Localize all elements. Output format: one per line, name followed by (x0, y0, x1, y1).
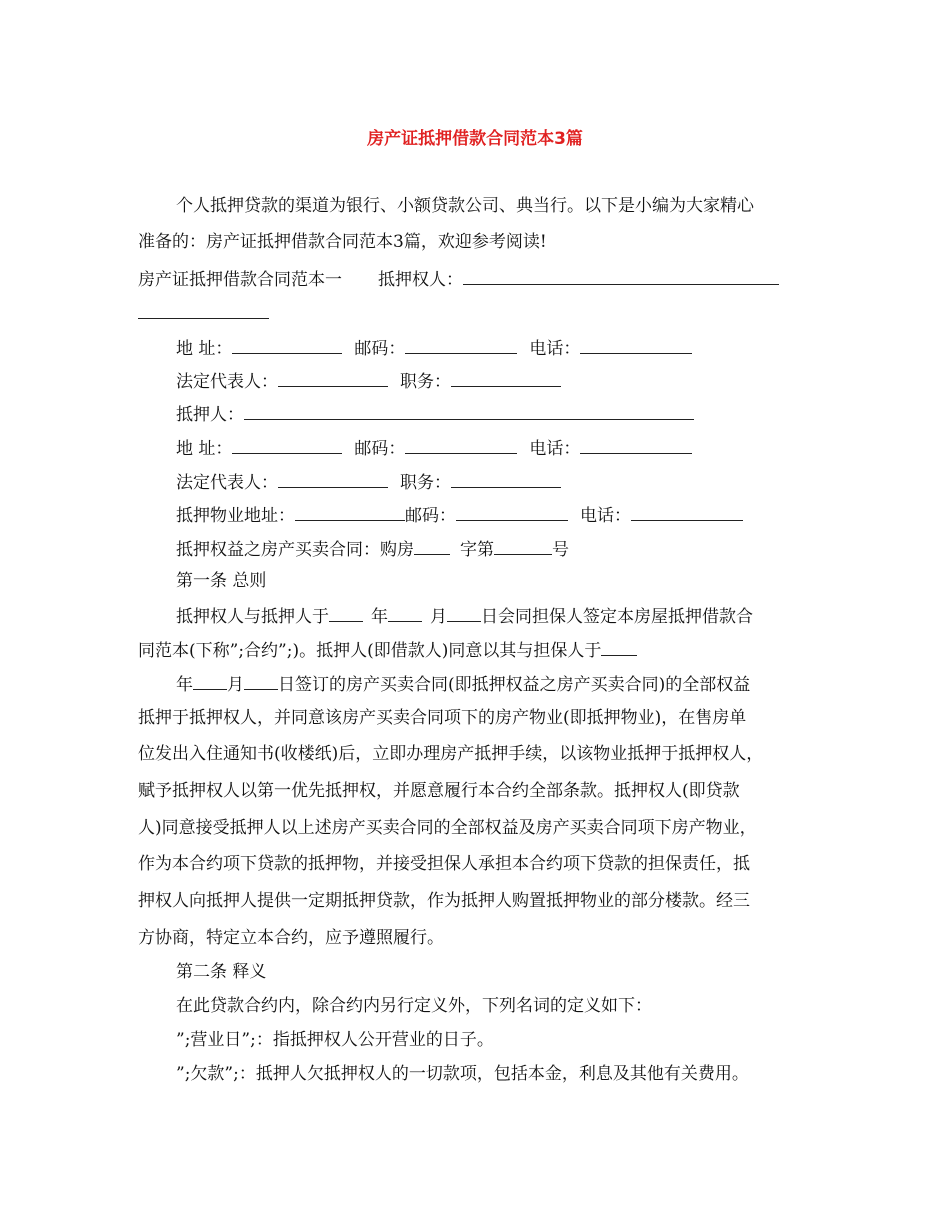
purchase-hao: 号 (552, 540, 569, 560)
mortgagor-label: 抵押人： (176, 405, 244, 425)
blank-day-1 (447, 605, 481, 622)
contract-heading: 房产证抵押借款合同范本一 (138, 270, 342, 290)
property-postcode-label: 邮码： (405, 506, 456, 526)
mortgagee-rep-row (176, 370, 561, 392)
position-blank-2 (451, 471, 561, 488)
mortgagee-label: 抵押权人： (378, 270, 463, 290)
mortgagee-blank-2 (138, 302, 269, 319)
article1-p2-year: 年 (176, 675, 193, 695)
address-label: 地 址： (176, 339, 233, 359)
purchase-blank-1 (414, 538, 450, 555)
article1-line-8: 作为本合约项下贷款的抵押物，并接受担保人承担本合约项下贷款的担保责任，抵 (138, 854, 750, 874)
position-label: 职务： (400, 372, 451, 392)
postcode-label: 邮码： (354, 339, 406, 359)
legal-rep-label: 法定代表人： (176, 372, 278, 392)
article1-line-2 (138, 639, 637, 661)
article1-p1-line2: 同范本(下称”;合约”;)。抵押人(即借款人)同意以其与担保人于 (138, 641, 602, 661)
blank-date-2 (601, 639, 637, 656)
position-blank (451, 370, 561, 387)
phone-label: 电话： (529, 339, 581, 359)
article1-line-1 (176, 605, 753, 627)
postcode-blank-2 (405, 437, 517, 454)
article1-line-6: 赋予抵押权人以第一优先抵押权，并愿意履行本合约全部条款。抵押权人(即贷款 (138, 781, 740, 801)
mortgagor-address-row (176, 437, 692, 459)
article1-line-9: 押权人向抵押人提供一定期抵押贷款，作为抵押人购置抵押物业的部分楼款。经三 (138, 891, 750, 911)
mortgagee-blank-cont (138, 302, 269, 324)
article2-heading: 第二条 释义 (176, 962, 267, 982)
phone-label-2: 电话： (529, 439, 581, 459)
phone-blank-2 (580, 437, 692, 454)
legal-rep-label-2: 法定代表人： (176, 473, 278, 493)
document-title: 房产证抵押借款合同范本3篇 (367, 129, 583, 149)
article1-line-5: 位发出入住通知书(收楼纸)后，立即办理房产抵押手续，以该物业抵押于抵押权人， (138, 744, 764, 764)
mortgagor-blank (244, 403, 694, 420)
address-blank-2 (232, 437, 342, 454)
article1-p1a: 抵押权人与抵押人于 (176, 607, 329, 627)
blank-month-1 (388, 605, 422, 622)
article1-month: 月 (430, 607, 447, 627)
article1-p2-rest: 日签订的房产买卖合同(即抵押权益之房产买卖合同)的全部权益 (278, 675, 751, 695)
article1-p2-month: 月 (227, 675, 244, 695)
blank-day-2 (244, 673, 278, 690)
postcode-label-2: 邮码： (354, 439, 406, 459)
property-address-label: 抵押物业地址： (176, 506, 295, 526)
article1-heading: 第一条 总则 (176, 571, 267, 591)
property-address-blank (295, 504, 405, 521)
mortgagee-blank (463, 268, 779, 285)
property-address-row (176, 504, 743, 526)
property-postcode-blank (456, 504, 568, 521)
article2-def-2: ”;欠款”;：抵押人欠抵押权人的一切款项，包括本金，利息及其他有关费用。 (176, 1064, 749, 1084)
blank-year-1 (329, 605, 363, 622)
article1-line-7: 人)同意接受抵押人以上述房产买卖合同的全部权益及房产买卖合同项下房产物业， (138, 818, 757, 838)
property-phone-label: 电话： (580, 506, 631, 526)
legal-rep-blank (278, 370, 388, 387)
address-label-2: 地 址： (176, 439, 233, 459)
purchase-zi: 字第 (460, 540, 494, 560)
article1-year: 年 (371, 607, 388, 627)
phone-blank (580, 337, 692, 354)
purchase-contract-row (176, 538, 569, 560)
article2-intro: 在此贷款合约内，除合约内另行定义外，下列名词的定义如下： (176, 996, 652, 1016)
contract-heading-row (138, 268, 779, 290)
intro-line-2: 准备的：房产证抵押借款合同范本3篇，欢迎参考阅读! (138, 232, 547, 252)
article1-p1b: 日会同担保人签定本房屋抵押借款合 (481, 607, 753, 627)
article1-line-4: 抵押于抵押权人，并同意该房产买卖合同项下的房产物业(即抵押物业)，在售房单 (138, 708, 747, 728)
address-blank (232, 337, 342, 354)
mortgagor-row (176, 403, 694, 425)
article2-def-1: ”;营业日”;：指抵押权人公开营业的日子。 (176, 1030, 494, 1050)
mortgagor-rep-row (176, 471, 561, 493)
intro-line-1: 个人抵押贷款的渠道为银行、小额贷款公司、典当行。以下是小编为大家精心 (176, 196, 754, 216)
legal-rep-blank-2 (278, 471, 388, 488)
article1-line-3 (176, 673, 750, 695)
position-label-2: 职务： (400, 473, 451, 493)
property-phone-blank (631, 504, 743, 521)
purchase-contract-label: 抵押权益之房产买卖合同：购房 (176, 540, 414, 560)
purchase-blank-2 (494, 538, 552, 555)
mortgagee-address-row (176, 337, 692, 359)
blank-month-2 (193, 673, 227, 690)
postcode-blank (405, 337, 517, 354)
article1-line-10: 方协商，特定立本合约，应予遵照履行。 (138, 928, 444, 948)
